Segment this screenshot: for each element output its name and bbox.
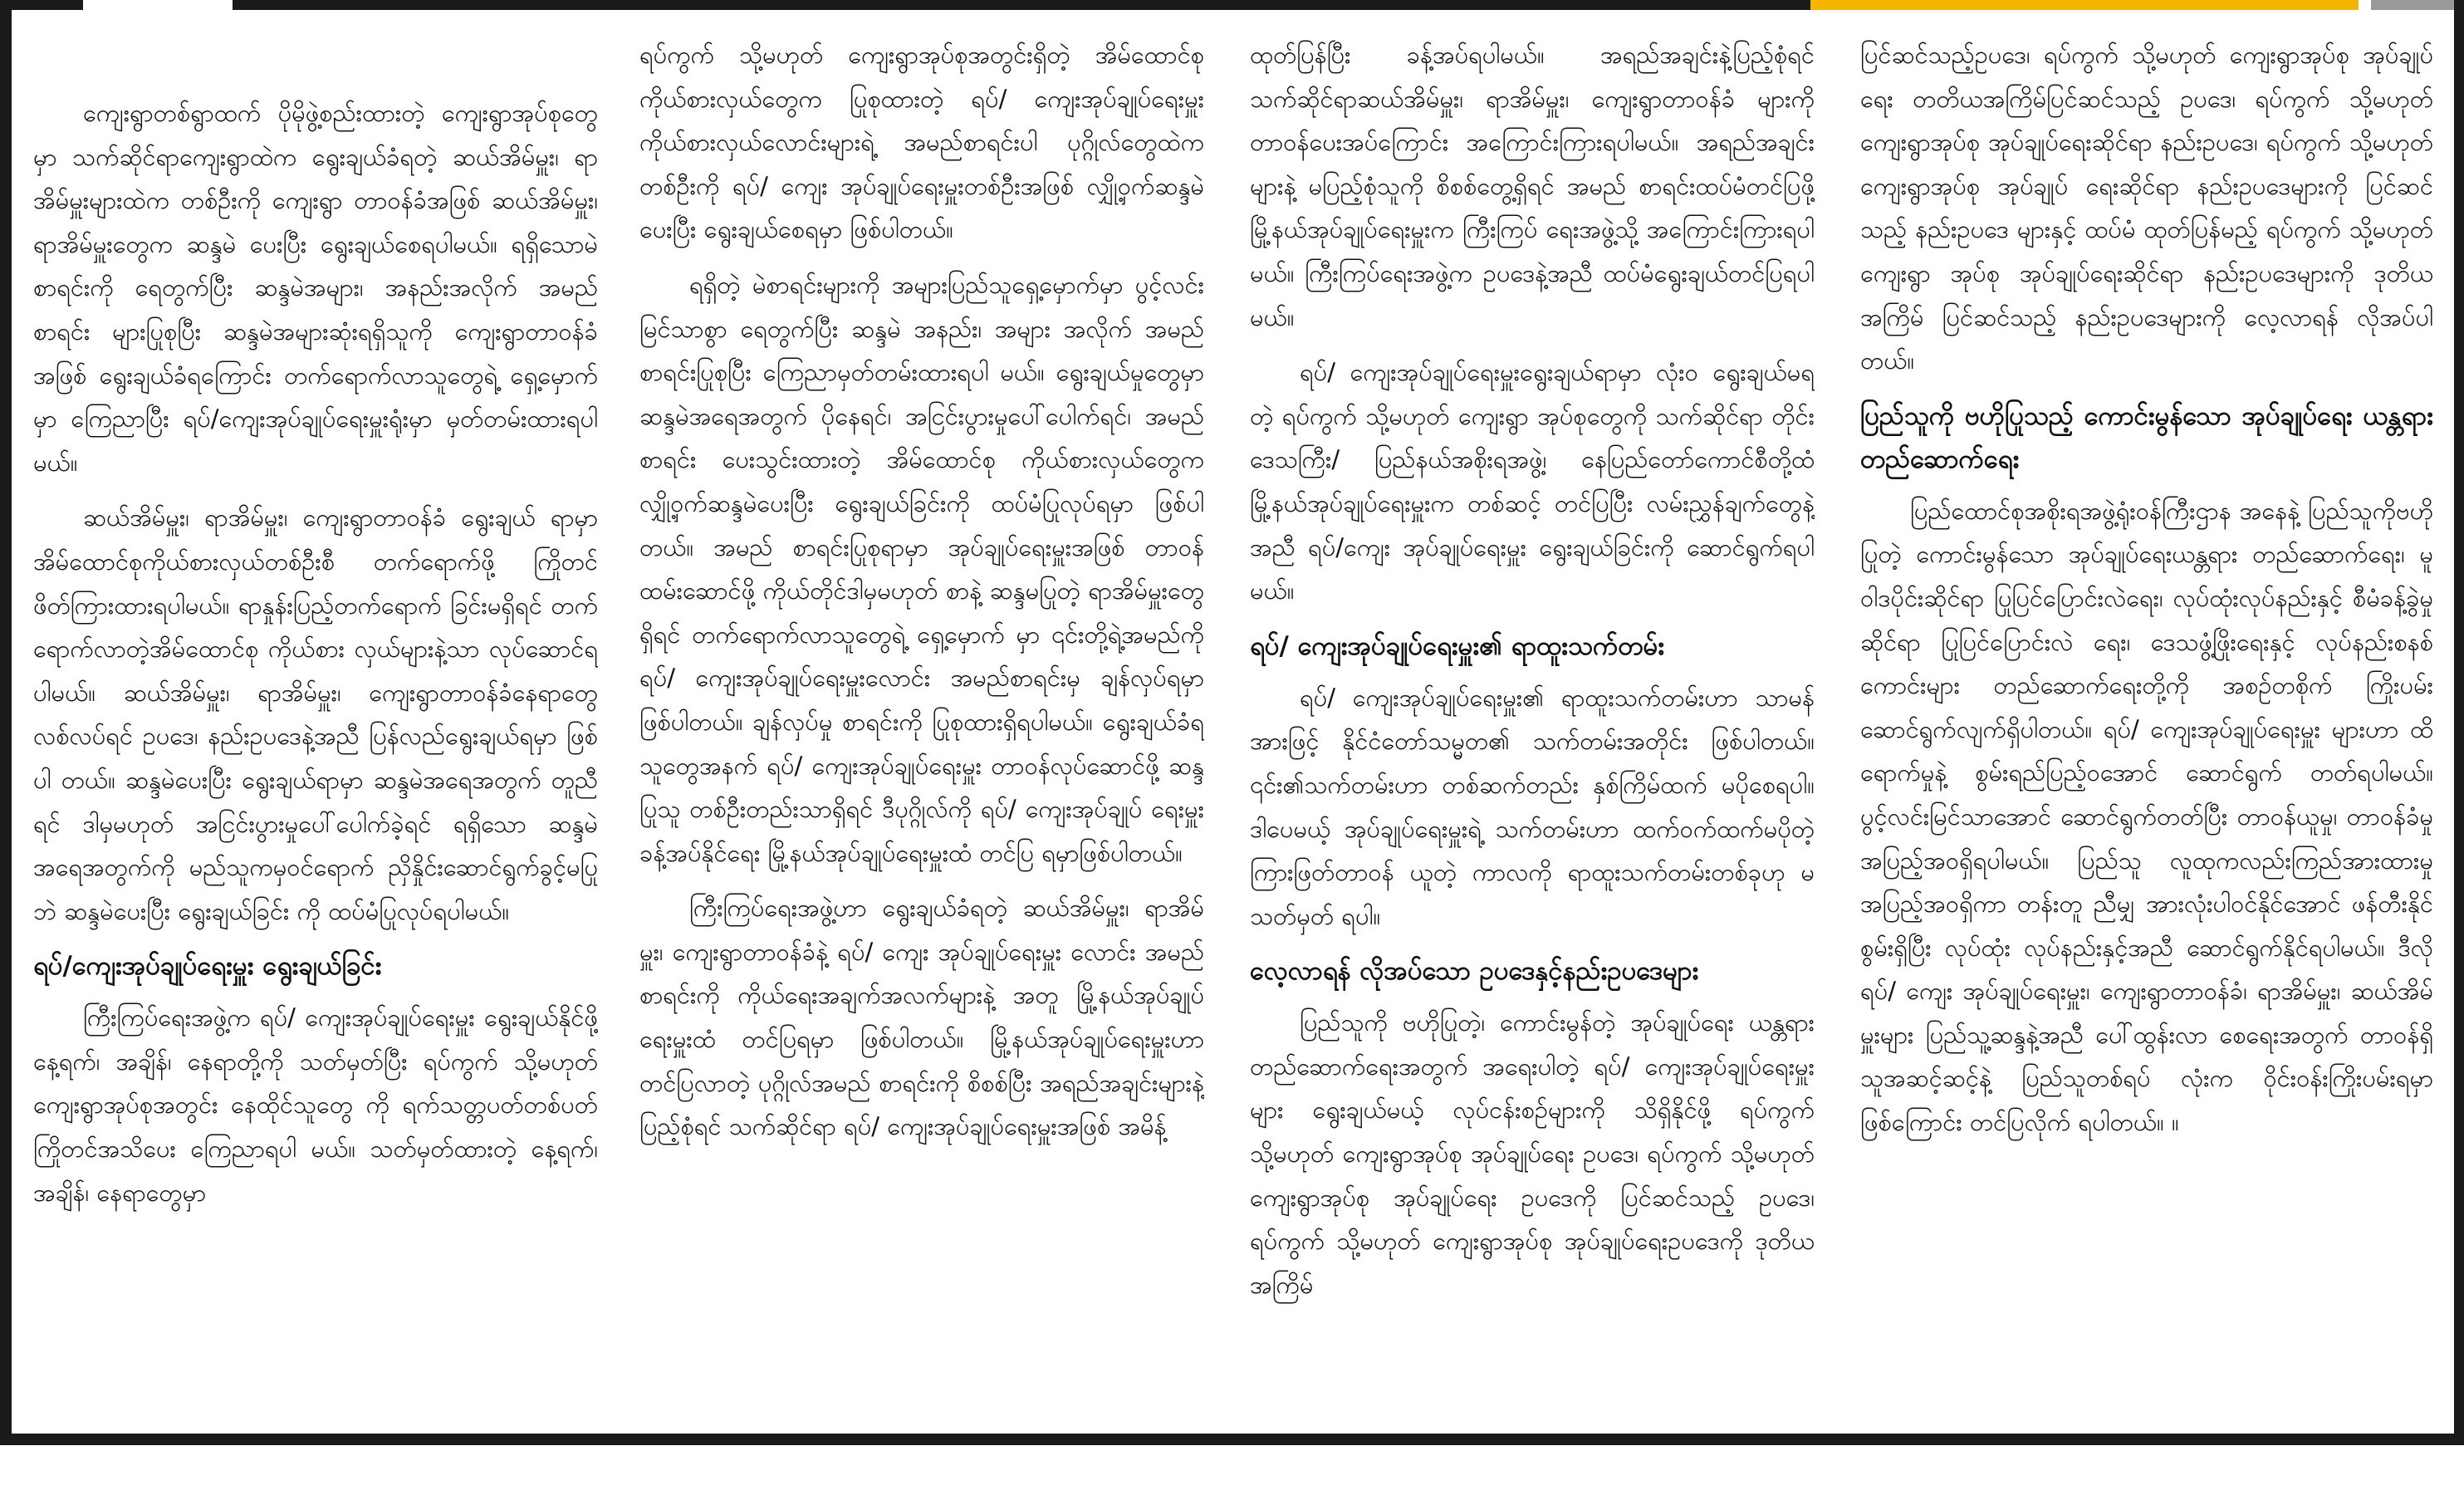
top-rule-left [12,0,83,10]
article-column-3 [1250,33,1815,1437]
paragraph: ရပ်ကွက် သို့မဟုတ် ကျေးရွာအုပ်စုအတွင်းရှိတဲ့ အိမ်ထောင်စုကိုယ်စားလှယ်တွေက ပြုစုထားတဲ့ ရပ်/ ကျေးအုပ်ချုပ်ရေးမှူး ကိုယ်စားလှယ်လောင်းများရဲ့ အမည်စာရင်းပါ ပုဂ္ဂိုလ်တွေထဲက တစ်ဦးကို ရပ်/ ကျေး အုပ်ချုပ်ရေးမှူးတစ်ဦးအဖြစ် လျှို့ဝှက်ဆန္ဒမဲပေးပြီး ရွေးချယ်စေရမှာ ဖြစ်ပါတယ်။ [639,41,1204,244]
top-rule-main [233,0,1810,10]
paragraph: ရပ်/ ကျေးအုပ်ချုပ်ရေးမှူး၏ ရာထူးသက်တမ်းဟာ သာမန်အားဖြင့် နိုင်ငံတော်သမ္မတ၏ သက်တမ်းအတိုင်း ဖြစ်ပါတယ်။ ၎င်း၏သက်တမ်းဟာ တစ်ဆက်တည်း နှစ်ကြိမ်ထက် မပိုစေရပါ။ ဒါပေမယ့် အုပ်ချုပ်ရေးမှူးရဲ့ သက်တမ်းဟာ ထက်ဝက်ထက်မပိုတဲ့ ကြားဖြတ်တာဝန် ယူတဲ့ ကာလကို ရာထူးသက်တမ်းတစ်ခုဟု မသတ်မှတ် ရပါ။ [1250,683,1815,930]
section-heading: ရပ်/ ကျေးအုပ်ချုပ်ရေးမှူး၏ ရာထူးသက်တမ်း [1250,630,1665,661]
section-heading: လေ့လာရန် လိုအပ်သော ဥပဒေနှင့်နည်းဥပဒေများ [1250,956,1699,987]
top-rule-accent [1810,0,2359,10]
page-border-right [2454,0,2464,1445]
paragraph: ရပ်/ ကျေးအုပ်ချုပ်ရေးမှူးရွေးချယ်ရာမှာ လုံးဝ ရွေးချယ်မရတဲ့ ရပ်ကွက် သို့မဟုတ် ကျေးရွာ အုပ်စုတွေကို သက်ဆိုင်ရာ တိုင်းဒေသကြီး/ ပြည်နယ်အစိုးရအဖွဲ့၊ နေပြည်တော်ကောင်စီတို့ထံ မြို့နယ်အုပ်ချုပ်ရေးမှူးက တစ်ဆင့် တင်ပြပြီး လမ်းညွှန်ချက်တွေနဲ့အညီ ရပ်/ကျေး အုပ်ချုပ်ရေးမှူး ရွေးချယ်ခြင်းကို ဆောင်ရွက်ရပါမယ်။ [1250,358,1815,605]
section-heading: ပြည်သူကို ဗဟိုပြုသည့် ကောင်းမွန်သော အုပ်ချုပ်ရေး ယန္တရားတည်ဆောက်ရေး [1860,400,2433,474]
section-heading: ရပ်/ကျေးအုပ်ချုပ်ရေးမှူး ရွေးချယ်ခြင်း [33,951,382,982]
paragraph: ကြီးကြပ်ရေးအဖွဲ့က ရပ်/ ကျေးအုပ်ချုပ်ရေးမှူး ရွေးချယ်နိုင်ဖို့ နေ့ရက်၊ အချိန်၊ နေရာတို့ကို သတ်မှတ်ပြီး ရပ်ကွက် သို့မဟုတ် ကျေးရွာအုပ်စုအတွင်း နေထိုင်သူတွေ ကို ရက်သတ္တပတ်တစ်ပတ် ကြိုတင်အသိပေး ကြေညာရပါ မယ်။ သတ်မှတ်ထားတဲ့ နေ့ရက်၊ အချိန်၊ နေရာတွေမှာ [33,1003,598,1207]
article-column-4 [1860,33,2433,1437]
paragraph: ဆယ်အိမ်မှူး၊ ရာအိမ်မှူး၊ ကျေးရွာတာဝန်ခံ ရွေးချယ် ရာမှာ အိမ်ထောင်စုကိုယ်စားလှယ်တစ်ဦးစီ တက်ရောက်ဖို့ ကြိုတင်ဖိတ်ကြားထားရပါမယ်။ ရာနှုန်းပြည့်တက်ရောက် ခြင်းမရှိရင် တက်ရောက်လာတဲ့အိမ်ထောင်စု ကိုယ်စား လှယ်များနဲ့သာ လုပ်ဆောင်ရပါမယ်။ ဆယ်အိမ်မှူး၊ ရာအိမ်မှူး၊ ကျေးရွာတာဝန်ခံနေရာတွေ လစ်လပ်ရင် ဥပဒေ၊ နည်းဥပဒေနဲ့အညီ ပြန်လည်ရွေးချယ်ရမှာ ဖြစ်ပါ တယ်။ ဆန္ဒမဲပေးပြီး ရွေးချယ်ရာမှာ ဆန္ဒမဲအရေအတွက် တူညီရင် ဒါမှမဟုတ် အငြင်းပွားမှုပေါ်ပေါက်ခဲ့ရင် ရရှိသော ဆန္ဒမဲအရေအတွက်ကို မည်သူကမှဝင်ရောက် ညှိနှိုင်းဆောင်ရွက်ခွင့်မပြုဘဲ ဆန္ဒမဲပေးပြီး ရွေးချယ်ခြင်း ကို ထပ်မံပြုလုပ်ရပါမယ်။ [33,503,598,925]
paragraph: ကြီးကြပ်ရေးအဖွဲ့ဟာ ရွေးချယ်ခံရတဲ့ ဆယ်အိမ်မှူး၊ ရာအိမ်မှူး၊ ကျေးရွာတာဝန်ခံနဲ့ ရပ်/ ကျေး အုပ်ချုပ်ရေးမှူး လောင်း အမည်စာရင်းကို ကိုယ်ရေးအချက်အလက်များနဲ့ အတူ မြို့နယ်အုပ်ချုပ်ရေးမှူးထံ တင်ပြရမှာ ဖြစ်ပါတယ်။ မြို့နယ်အုပ်ချုပ်ရေးမှူးဟာ တင်ပြလာတဲ့ ပုဂ္ဂိုလ်အမည် စာရင်းကို စိစစ်ပြီး အရည်အချင်းများနဲ့ ပြည့်စုံရင် သက်ဆိုင်ရာ ရပ်/ ကျေးအုပ်ချုပ်ရေးမှူးအဖြစ် အမိန့် [639,894,1204,1141]
paragraph: ပြည်သူကို ဗဟိုပြုတဲ့၊ ကောင်းမွန်တဲ့ အုပ်ချုပ်ရေး ယန္တရား တည်ဆောက်ရေးအတွက် အရေးပါတဲ့ ရပ်/ ကျေးအုပ်ချုပ်ရေးမှူးများ ရွေးချယ်မယ့် လုပ်ငန်းစဉ်များကို သိရှိနိုင်ဖို့ ရပ်ကွက် သို့မဟုတ် ကျေးရွာအုပ်စု အုပ်ချုပ်ရေး ဥပဒေ၊ ရပ်ကွက် သို့မဟုတ် ကျေးရွာအုပ်စု အုပ်ချုပ်ရေး ဥပဒေကို ပြင်ဆင်သည့် ဥပဒေ၊ ရပ်ကွက် သို့မဟုတ် ကျေးရွာအုပ်စု အုပ်ချုပ်ရေးဥပဒေကို ဒုတိယအကြိမ် [1250,1008,1815,1299]
paragraph: ရရှိတဲ့ မဲစာရင်းများကို အများပြည်သူရှေ့မှောက်မှာ ပွင့်လင်းမြင်သာစွာ ရေတွက်ပြီး ဆန္ဒမဲ အနည်း၊ အများ အလိုက် အမည်စာရင်းပြုစုပြီး ကြေညာမှတ်တမ်းထားရပါ မယ်။ ရွေးချယ်မှုတွေမှာ ဆန္ဒမဲအရေအတွက် ပိုနေရင်၊ အငြင်းပွားမှုပေါ်ပေါက်ရင်၊ အမည်စာရင်း ပေးသွင်းထားတဲ့ အိမ်ထောင်စု ကိုယ်စားလှယ်တွေက လျှို့ဝှက်ဆန္ဒမဲပေးပြီး ရွေးချယ်ခြင်းကို ထပ်မံပြုလုပ်ရမှာ ဖြစ်ပါတယ်။ အမည် စာရင်းပြုစုရာမှာ အုပ်ချုပ်ရေးမှူးအဖြစ် တာဝန် ထမ်းဆောင်ဖို့ ကိုယ်တိုင်ဒါမှမဟုတ် စာနဲ့ ဆန္ဒမပြုတဲ့ ရာအိမ်မှူးတွေရှိရင် တက်ရောက်လာသူတွေရဲ့ ရှေ့မှောက် မှာ ၎င်းတို့ရဲ့အမည်ကို ရပ်/ ကျေးအုပ်ချုပ်ရေးမှူးလောင်း အမည်စာရင်းမှ ချန်လှပ်ရမှာ ဖြစ်ပါတယ်။ ချန်လှပ်မှု စာရင်းကို ပြုစုထားရှိရပါမယ်။ ရွေးချယ်ခံရသူတွေအနက် ရပ်/ ကျေးအုပ်ချုပ်ရေးမှူး တာဝန်လုပ်ဆောင်ဖို့ ဆန္ဒပြုသူ တစ်ဦးတည်းသာရှိရင် ဒီပုဂ္ဂိုလ်ကို ရပ်/ ကျေးအုပ်ချုပ် ရေးမှူး ခန့်အပ်နိုင်ရေး မြို့နယ်အုပ်ချုပ်ရေးမှူးထံ တင်ပြ ရမှာဖြစ်ပါတယ်။ [639,270,1204,867]
article-column-1 [33,91,598,1495]
page-border-left [0,0,12,1445]
paragraph: ပြင်ဆင်သည့်ဥပဒေ၊ ရပ်ကွက် သို့မဟုတ် ကျေးရွာအုပ်စု အုပ်ချုပ်ရေး တတိယအကြိမ်ပြင်ဆင်သည့် ဥပဒေ၊ ရပ်ကွက် သို့မဟုတ် ကျေးရွာအုပ်စု အုပ်ချုပ်ရေးဆိုင်ရာ နည်းဥပဒေ၊ ရပ်ကွက် သို့မဟုတ် ကျေးရွာအုပ်စု အုပ်ချုပ် ရေးဆိုင်ရာ နည်းဥပဒေများကို ပြင်ဆင်သည့် နည်းဥပဒေ များနှင့် ထပ်မံ ထုတ်ပြန်မည့် ရပ်ကွက် သို့မဟုတ် ကျေးရွာ အုပ်စု အုပ်ချုပ်ရေးဆိုင်ရာ နည်းဥပဒေများကို ဒုတိယ အကြိမ် ပြင်ဆင်သည့် နည်းဥပဒေများကို လေ့လာရန် လိုအပ်ပါတယ်။ [1860,41,2433,375]
paragraph: ကျေးရွာတစ်ရွာထက် ပိုမိုဖွဲ့စည်းထားတဲ့ ကျေးရွာအုပ်စုတွေမှာ သက်ဆိုင်ရာကျေးရွာထဲက ရွေးချယ်ခံရတဲ့ ဆယ်အိမ်မှူး၊ ရာအိမ်မှူးများထဲက တစ်ဦးကို ကျေးရွာ တာဝန်ခံအဖြစ် ဆယ်အိမ်မှူး၊ ရာအိမ်မှူးတွေက ဆန္ဒမဲ ပေးပြီး ရွေးချယ်စေရပါမယ်။ ရရှိသောမဲစာရင်းကို ရေတွက်ပြီး ဆန္ဒမဲအများ၊ အနည်းအလိုက် အမည်စာရင်း များပြုစုပြီး ဆန္ဒမဲအများဆုံးရရှိသူကို ကျေးရွာတာဝန်ခံ အဖြစ် ရွေးချယ်ခံရကြောင်း တက်ရောက်လာသူတွေရဲ့ ရှေ့မှောက်မှာ ကြေညာပြီး ရပ်/ကျေးအုပ်ချုပ်ရေးမှူးရုံးမှာ မှတ်တမ်းထားရပါမယ်။ [33,99,598,477]
top-rule-grey [2371,0,2454,10]
paragraph: ထုတ်ပြန်ပြီး ခန့်အပ်ရပါမယ်။ အရည်အချင်းနဲ့ပြည့်စုံရင် သက်ဆိုင်ရာဆယ်အိမ်မှူး၊ ရာအိမ်မှူး၊ ကျေးရွာတာဝန်ခံ များကို တာဝန်ပေးအပ်ကြောင်း အကြောင်းကြားရပါမယ်။ အရည်အချင်းများနဲ့ မပြည့်စုံသူကို စိစစ်တွေ့ရှိရင် အမည် စာရင်းထပ်မံတင်ပြဖို့ မြို့နယ်အုပ်ချုပ်ရေးမှူးက ကြီးကြပ် ရေးအဖွဲ့သို့ အကြောင်းကြားရပါမယ်။ ကြီးကြပ်ရေးအဖွဲ့က ဥပဒေနဲ့အညီ ထပ်မံရွေးချယ်တင်ပြရပါမယ်။ [1250,41,1815,331]
paragraph: ပြည်ထောင်စုအစိုးရအဖွဲ့ရုံးဝန်ကြီးဌာန အနေနဲ့ ပြည်သူကိုဗဟိုပြုတဲ့ ကောင်းမွန်သော အုပ်ချုပ်ရေးယန္တရား တည်ဆောက်ရေး၊ မူဝါဒပိုင်းဆိုင်ရာ ပြုပြင်ပြောင်းလဲရေး၊ လုပ်ထုံးလုပ်နည်းနှင့် စီမံခန့်ခွဲမှုဆိုင်ရာ ပြုပြင်ပြောင်းလဲ ရေး၊ ဒေသဖွံ့ဖြိုးရေးနှင့် လုပ်နည်းစနစ်ကောင်းများ တည်ဆောက်ရေးတို့ကို အစဉ်တစိုက် ကြိုးပမ်း ဆောင်ရွက်လျက်ရှိပါတယ်။ ရပ်/ ကျေးအုပ်ချုပ်ရေးမှူး များဟာ ထိရောက်မှုနဲ့ စွမ်းရည်ပြည့်ဝအောင် ဆောင်ရွက် တတ်ရပါမယ်။ ပွင့်လင်းမြင်သာအောင် ဆောင်ရွက်တတ်ပြီး တာဝန်ယူမှု၊ တာဝန်ခံမှု အပြည့်အဝရှိရပါမယ်။ ပြည်သူ လူထုကလည်းကြည်အားထားမှု အပြည့်အဝရှိကာ တန်းတူ ညီမျှ အားလုံးပါဝင်နိုင်အောင် ဖန်တီးနိုင်စွမ်းရှိပြီး လုပ်ထုံး လုပ်နည်းနှင့်အညီ ဆောင်ရွက်နိုင်ရပါမယ်။ ဒီလို ရပ်/ ကျေး အုပ်ချုပ်ရေးမှူး၊ ကျေးရွာတာဝန်ခံ၊ ရာအိမ်မှူး၊ ဆယ်အိမ်မှူးများ ပြည်သူ့ဆန္ဒနဲ့အညီ ပေါ်ထွန်းလာ စေရေးအတွက် တာဝန်ရှိသူအဆင့်ဆင့်နဲ့ ပြည်သူတစ်ရပ် လုံးက ဝိုင်းဝန်းကြိုးပမ်းရမှာဖြစ်ကြောင်း တင်ပြလိုက် ရပါတယ်။ ။ [1860,496,2433,1137]
article-column-2 [639,33,1204,1437]
